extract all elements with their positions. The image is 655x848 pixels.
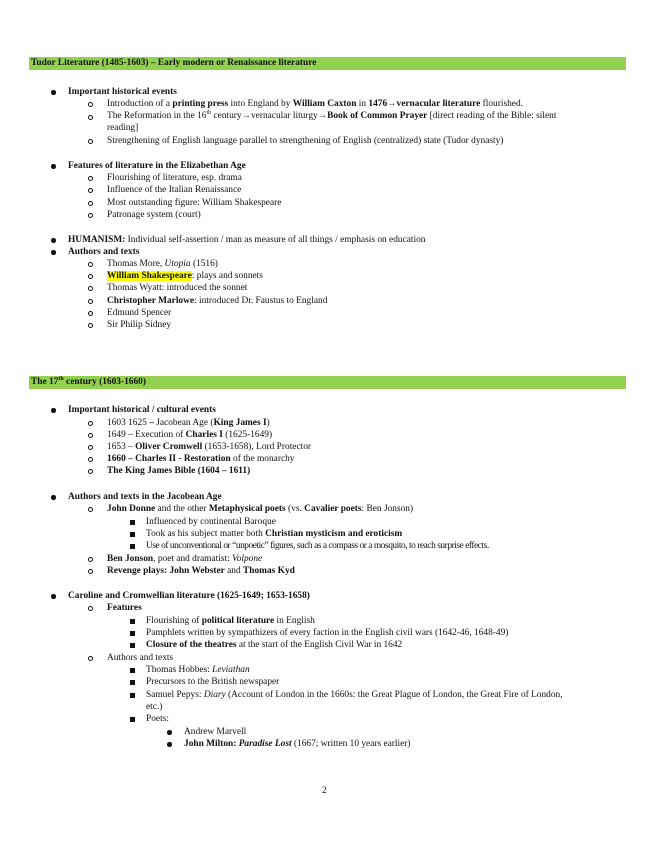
list-item-continued: reading]	[107, 123, 139, 133]
bullet-icon	[51, 250, 56, 255]
list-item-continued: etc.)	[146, 702, 163, 712]
list-item: Flourishing of literature, esp. drama	[107, 173, 242, 183]
circle-bullet-icon	[88, 188, 93, 193]
list-item: Patronage system (court)	[107, 210, 201, 220]
list-heading: Authors and texts in the Jacobean Age	[68, 492, 222, 502]
circle-bullet-icon	[88, 457, 93, 462]
circle-bullet-icon	[88, 102, 93, 107]
circle-bullet-icon	[88, 311, 93, 316]
list-item: Christopher Marlowe: introduced Dr. Faustus to England	[107, 296, 328, 306]
circle-bullet-icon	[88, 274, 93, 279]
list-item: Strengthening of English language parallel to strengthening of English (centralized) state (Tudor dynasty)	[107, 136, 504, 146]
list-heading: Caroline and Cromwellian literature (1625-1649; 1653-1658)	[68, 591, 310, 601]
circle-bullet-icon	[88, 262, 93, 267]
list-item: Thomas Wyatt: introduced the sonnet	[107, 283, 248, 293]
circle-bullet-icon	[88, 569, 93, 574]
list-item: Influenced by continental Baroque	[146, 517, 276, 527]
list-item: William Shakespeare: plays and sonnets	[107, 271, 263, 281]
list-item: Thomas Hobbes: Leviathan	[146, 665, 250, 675]
list-item: Poets:	[146, 714, 169, 724]
bullet-icon	[51, 408, 56, 413]
circle-bullet-icon	[88, 421, 93, 426]
list-heading: HUMANISM: Individual self-assertion / man as measure of all things / emphasis on education	[68, 235, 426, 245]
square-bullet-icon	[130, 631, 135, 636]
square-bullet-icon	[130, 532, 135, 537]
square-bullet-icon	[130, 643, 135, 648]
list-item: 1649 – Execution of Charles I (1625-1649)	[107, 430, 273, 440]
page-number: 2	[322, 786, 327, 796]
list-item: John Donne and the other Metaphysical poets (vs. Cavalier poets: Ben Jonson)	[107, 504, 414, 514]
list-item: The King James Bible (1604 – 1611)	[107, 466, 251, 476]
circle-bullet-icon	[88, 433, 93, 438]
list-heading: Authors and texts	[68, 247, 140, 257]
section-header-17th-century	[29, 376, 626, 389]
circle-bullet-icon	[88, 469, 93, 474]
circle-bullet-icon	[88, 507, 93, 512]
list-item: Use of unconventional or “unpoetic” figures, such as a compass or a mosquito, to reach surprise effects.	[146, 541, 489, 551]
list-item: Edmund Spencer	[107, 308, 172, 318]
bullet-icon	[51, 238, 56, 243]
circle-bullet-icon	[88, 557, 93, 562]
bullet-icon	[51, 164, 56, 169]
list-heading: Important historical events	[68, 87, 177, 97]
square-bullet-icon	[130, 680, 135, 685]
section-header-text: The 17th century (1603-1660)	[31, 376, 146, 387]
list-item: Took as his subject matter both Christian mysticism and eroticism	[146, 529, 403, 539]
list-item: 1603 1625 – Jacobean Age (King James I)	[107, 418, 270, 428]
list-item: Introduction of a printing press into England by William Caxton in 1476→vernacular literature flourished.	[107, 99, 523, 109]
bullet-icon	[51, 495, 56, 500]
list-heading: Important historical / cultural events	[68, 405, 216, 415]
square-bullet-icon	[130, 668, 135, 673]
circle-bullet-icon	[88, 176, 93, 181]
square-bullet-icon	[130, 717, 135, 722]
list-item: Samuel Pepys: Diary (Account of London in the 1660s: the Great Plague of London, the Great Fire of London,	[146, 690, 563, 700]
list-item: Sir Philip Sidney	[107, 320, 172, 330]
circle-bullet-icon	[88, 115, 93, 120]
list-item: Precursors to the British newspaper	[146, 677, 280, 687]
list-item: Thomas More, Utopia (1516)	[107, 259, 218, 269]
list-subheading: Authors and texts	[107, 653, 174, 663]
square-bullet-icon	[130, 619, 135, 624]
circle-bullet-icon	[88, 299, 93, 304]
circle-bullet-icon	[88, 606, 93, 611]
circle-bullet-icon	[88, 656, 93, 661]
list-item: John Milton: Paradise Lost (1667; written 10 years earlier)	[184, 739, 411, 749]
circle-bullet-icon	[88, 213, 93, 218]
list-item: Most outstanding figure: William Shakespeare	[107, 198, 282, 208]
circle-bullet-icon	[88, 139, 93, 144]
list-item: Andrew Marvell	[184, 727, 247, 737]
bullet-icon	[51, 90, 56, 95]
list-item: The Reformation in the 16th century→vernacular liturgy→Book of Common Prayer [direct reading of the Bible: silent	[107, 109, 557, 121]
square-bullet-icon	[130, 520, 135, 525]
list-heading: Features of literature in the Elizabethan Age	[68, 161, 246, 171]
section-header-text: Tudor Literature (1485-1603) – Early modern or Renaissance literature	[31, 58, 317, 68]
circle-bullet-icon	[88, 323, 93, 328]
list-item: Flourishing of political literature in English	[146, 616, 315, 626]
bullet-icon	[51, 594, 56, 599]
section-header-tudor	[29, 57, 626, 70]
list-item: Influence of the Italian Renaissance	[107, 185, 242, 195]
bullet-icon	[167, 730, 172, 735]
square-bullet-icon	[130, 693, 135, 698]
circle-bullet-icon	[88, 201, 93, 206]
list-item: Ben Jonson, poet and dramatist: Volpone	[107, 554, 263, 564]
bullet-icon	[167, 742, 172, 747]
circle-bullet-icon	[88, 286, 93, 291]
list-item: Pamphlets written by sympathizers of every faction in the English civil wars (1642-46, 1648-49)	[146, 628, 509, 638]
circle-bullet-icon	[88, 445, 93, 450]
square-bullet-icon	[130, 544, 135, 549]
list-item: Closure of the theatres at the start of the English Civil War in 1642	[146, 640, 403, 650]
list-item: 1660 – Charles II - Restoration of the monarchy	[107, 454, 295, 464]
list-item: 1653 – Oliver Cromwell (1653-1658), Lord Protector	[107, 442, 312, 452]
list-subheading: Features	[107, 603, 142, 613]
list-item: Revenge plays: John Webster and Thomas Kyd	[107, 566, 295, 576]
